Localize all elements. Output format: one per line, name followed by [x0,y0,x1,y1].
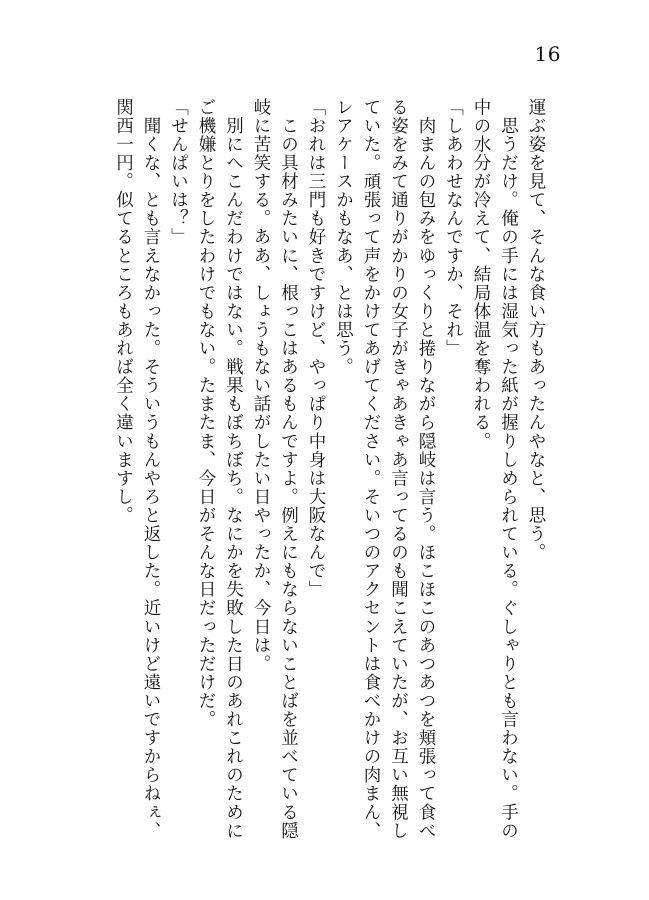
text-line: ていた。頑張って声をかけてあげてください。そいつのアクセントは食べかけの肉まん、 [361,98,381,840]
text-line: 「しあわせなんですか、それ」 [443,98,464,358]
text-line: 別にへこんだわけではない。戦果もぼちぼち。なにかを失敗した日のあれこれのために [223,98,244,840]
text-line: この具材みたいに、根っこはあるもんですよ。例えにもならないことばを並べている隠 [278,98,299,840]
text-line: 聞くな、とも言えなかった。そういうもんやろと返した。近いけど遠いですからねぇ、 [141,98,161,840]
text-line: る姿をみて通りがかりの女子がきゃあきゃあ言ってるのも聞こえていたが、お互い無視し [388,98,409,840]
text-line: 肉まんの包みをゆっくりと捲りながら隠岐は言う。ほこほこのあつあつを頬張って食べ [416,98,436,840]
text-line: 中の水分が冷えて、結局体温を奪われる。 [471,98,491,451]
text-line: 思うだけ。俺の手には湿気った紙が握りしめられている。ぐしゃりとも言わない。手の [498,98,519,840]
text-line: 岐に苦笑する。ああ、しょうもない話がしたい日やったか、今日は。 [251,98,271,674]
text-line: 「せんぱいは？」 [168,98,189,247]
novel-text-body [79,98,549,858]
text-line: 「おれは三門も好きですけど、やっぱり中身は大阪なんで」 [306,98,326,599]
text-line: ご機嫌とりをしたわけでもない。たまたま、今日がそんな日だっただけだ。 [196,98,216,729]
text-line: 運ぶ姿を見て、そんな食い方もあったんやなと、思う。 [526,98,546,562]
text-line: レアケースかもなあ、とは思う。 [333,98,354,377]
page-number: 16 [534,42,561,66]
text-line: 関西一円。似てるところもあれば全く違いますし。 [113,98,134,525]
